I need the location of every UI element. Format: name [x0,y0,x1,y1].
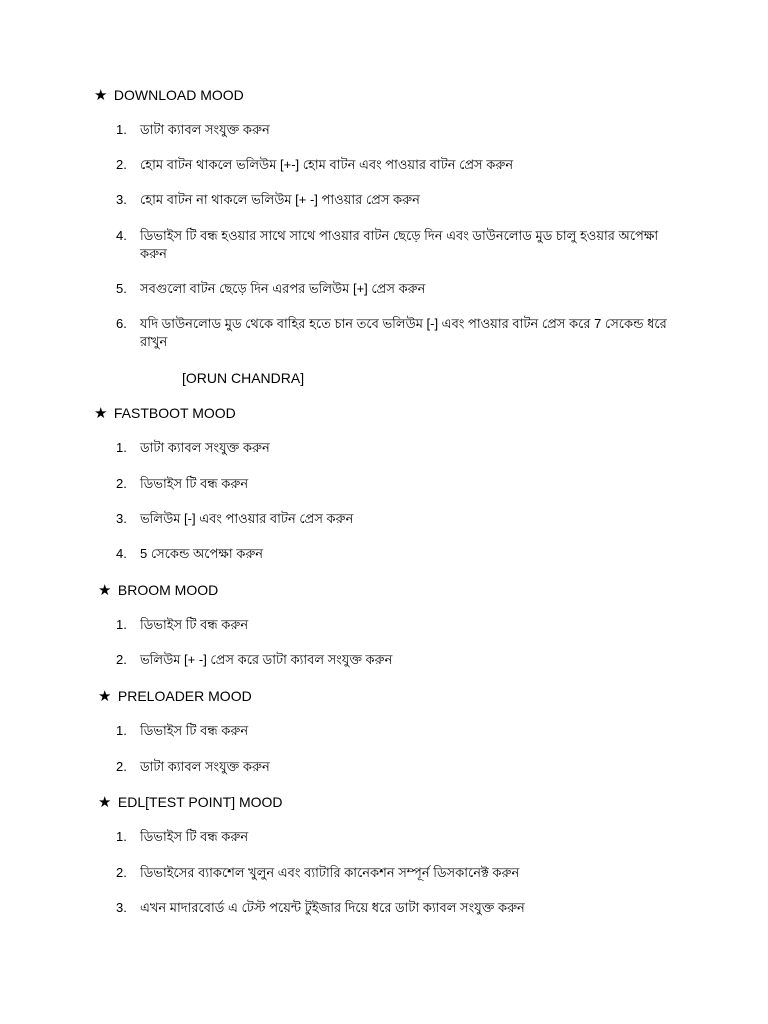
list-item [116,899,676,917]
list-item [116,864,676,882]
item-number: 2. [116,157,127,172]
item-number: 2. [116,652,127,667]
item-text: ডিভাইস টি বন্ধ করুন [140,723,249,738]
star-bullet-icon: ★ [98,794,112,811]
item-number: 1. [116,829,127,844]
item-number: 3. [116,192,127,207]
list-item [116,227,676,263]
section-heading-preloader [98,687,252,706]
item-text: ডাটা ক্যাবল সংযুক্ত করুন [140,122,270,137]
section-heading-broom [98,581,218,600]
list-item [116,828,676,846]
item-text: এখন মাদারবোর্ড এ টেস্ট পয়েন্ট টুইজার দিয়ে ধরে ডাটা ক্যাবল সংযুক্ত করুন [140,900,525,915]
star-bullet-icon: ★ [98,582,112,599]
item-number: 2. [116,865,127,880]
item-number: 3. [116,511,127,526]
list-item [116,722,676,740]
list-item [116,439,676,457]
item-number: 1. [116,617,127,632]
list-item [116,315,676,351]
item-text: যদি ডাউনলোড মুড থেকে বাহির হতে চান তবে ভলিউম [-] এবং পাওয়ার বাটন প্রেস করে 7 সেকেন্ড ধরে রাখুন [140,316,667,349]
list-item [116,280,676,298]
list-item [116,191,676,209]
section-title: DOWNLOAD MOOD [113,87,244,103]
item-text: সবগুলো বাটন ছেড়ে দিন এরপর ভলিউম [+] প্রেস করুন [140,281,426,296]
item-number: 6. [116,316,127,331]
section-heading-fastboot [94,404,236,423]
item-number: 3. [116,900,127,915]
item-number: 4. [116,546,127,561]
item-text: ভলিউম [-] এবং পাওয়ার বাটন প্রেস করুন [140,511,354,526]
item-number: 1. [116,122,127,137]
item-text: ডাটা ক্যাবল সংযুক্ত করুন [140,440,270,455]
item-text: ডাটা ক্যাবল সংযুক্ত করুন [140,759,270,774]
list-item [116,651,676,669]
item-number: 2. [116,759,127,774]
item-text: হোম বাটন থাকলে ভলিউম [+-] হোম বাটন এবং পাওয়ার বাটন প্রেস করুন [140,157,514,172]
star-bullet-icon: ★ [94,87,108,104]
item-text: ভলিউম [+ -] প্রেস করে ডাটা ক্যাবল সংযুক্ত করুন [140,652,393,667]
item-number: 1. [116,440,127,455]
author-credit: [ORUN CHANDRA] [182,370,305,386]
section-title: BROOM MOOD [117,582,219,598]
star-bullet-icon: ★ [94,405,108,422]
item-text: হোম বাটন না থাকলে ভলিউম [+ -] পাওয়ার প্রেস করুন [140,192,420,207]
list-item [116,475,676,493]
list-item [116,510,676,528]
item-number: 4. [116,228,127,243]
item-text: ডিভাইস টি বন্ধ করুন [140,476,249,491]
star-bullet-icon: ★ [98,688,112,705]
item-number: 5. [116,281,127,296]
section-title: EDL[TEST POINT] MOOD [117,794,283,810]
list-item [116,616,676,634]
item-text: ডিভাইস টি বন্ধ করুন [140,617,249,632]
item-text: ডিভাইস টি বন্ধ করুন [140,829,249,844]
section-heading-download [94,86,244,105]
section-title: PRELOADER MOOD [117,688,252,704]
item-number: 2. [116,476,127,491]
item-text: ডিভাইসের ব্যাকশেল খুলুন এবং ব্যাটারি কানেকশন সম্পূর্ন ডিসকানেক্ট করুন [140,865,520,880]
section-title: FASTBOOT MOOD [113,405,236,421]
item-text: ডিভাইস টি বন্ধ হওয়ার সাথে সাথে পাওয়ার বাটন ছেড়ে দিন এবং ডাউনলোড মুড চালু হওয়ার অপেক্ষা করুন [140,228,659,261]
section-heading-edl [98,793,283,812]
list-item [116,545,676,563]
item-text: 5 সেকেন্ড অপেক্ষা করুন [140,546,264,561]
list-item [116,758,676,776]
item-number: 1. [116,723,127,738]
list-item [116,121,676,139]
list-item [116,156,676,174]
